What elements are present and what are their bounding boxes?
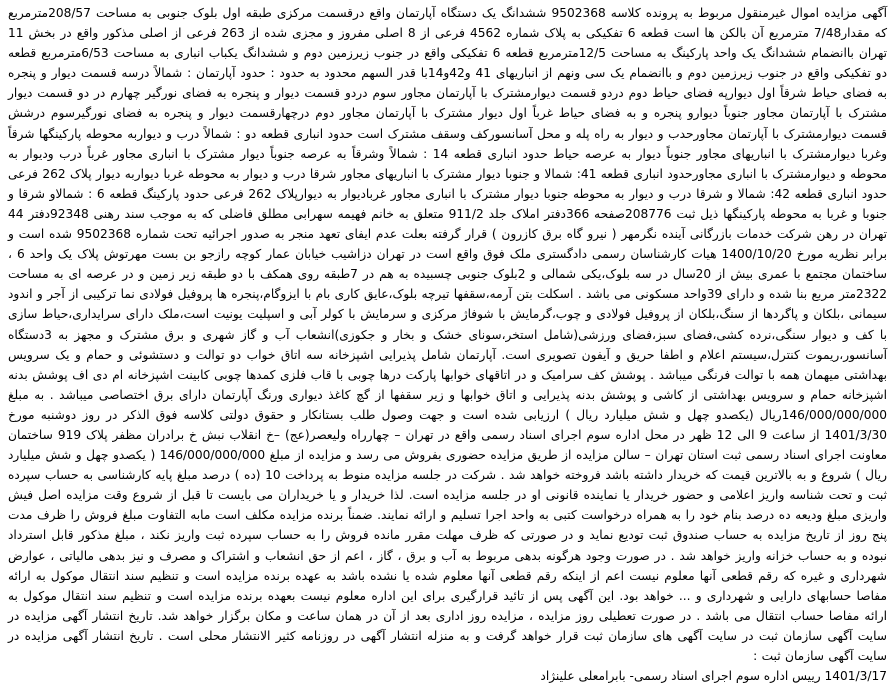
notice-signature-text: 1401/3/17 رییس اداره سوم اجرای اسناد رسمی- بابرامعلی علینژاد (540, 669, 887, 684)
auction-notice-body (8, 3, 887, 666)
notice-signature (8, 666, 887, 686)
auction-notice-body-text: آگهی مزایده اموال غیرمنقول مربوط به پرونده کلاسه 9502368 ششدانگ یک دستگاه آپارتمان واقع درقسمت مرکزی طبقه اول بلوک جنوبی به مساحت 208/57مترمربع که مقدار7/48 مترمربع آن بالکن ها است قطعه 6 تفکیکی به پلاک شماره 4562 فرعی از 8 اصلی مفروز و مجزی شده از 263 فرعی از اصلی مذکور واقع در بخش 11 تهران باانضمام ششدانگ یک واحد پارکینگ به مساحت 12/5مترمربع قطعه 6 تفکیکی واقع در جنوب زیرزمین دوم و ششدانگ یکباب انباری به مساحت 6/53مترمربع قطعه دو تفکیکی واقع در جنوب زیرزمین دوم و باانضمام یک سی ونهم از انباریهای 41 و42و14با قدر السهم محدود به حدود : حدود آپارتمان : شمالاً درسه قسمت دیوار و پنجره به فضای حیاط شرقاً اول دیوارپه فضای حیاط دوم دردو قسمت دیوارمشترک با آپارتمان مجاور سوم دردو قسمت دیوار و پنجره به فضای نورگیر چهارم در دو قسمت دیوار مشترک با آپارتمان مجاور جنوباً دیوارو پنجره و به فضای حیاط غرباً اول دیوار مشترک با آپارتمان مجاور دوم درچهارقسمت دیوار و پنجره به فضای نورگیرسوم درشش قسمت دیوارمشترک با آپارتمان مجاورحدب و دیوار به راه پله و محل آسانسورکف وسقف مشترک است حدود انباری قطعه دو : شمالاً درب و دیواربه محوطه پارکینگها شرقاً وغربا دیوارمشترک با انباریهای مجاور جنوباً دیوار به عرصه حیاط حدود انباری قطعه 14 : شمالاً وشرقاً به عرصه جنوباً دیوار مشترک با انباری مجاور غرباً درب ودیوار به محوطه و دیوارمشترک با انباری مجاورحدود انباری قطعه 41: شمالا و جنوبا دیوار مشترک با انباریهای مجاور شرقا درب و دیوار به محوطه غربا دیواربه دیوار پلاک 262 فرعی حدود انباری قطعه 42: شمالا و شرقا درب و دیوار به محوطه جنوبا دیوار مشترک با انباری مجاور غربادیوار به دیوارپلاک 262 فرعی حدود پارکینگ قطعه 6 : شمالاو شرقا و جنوبا و غربا به محوطه پارکینگها ذیل ثبت 208776صفحه 366دفتر املاک جلد 911/2 متعلق به خانم فهیمه سهرابی مطلق فاضلی که به موجب سند رهنی 92348دفتر 44 تهران در رهن شرکت خدمات بازرگانی آینده نگرمهر ( نیرو گاه برق کازرون ) قرار گرفته بعلت عدم ایفای تعهد منجر به صدور اجرائیه تحت شماره 9502368 شده است و برابر نظریه مورخ 1400/10/20 هیات کارشناسان رسمی دادگستری ملک فوق واقع است در تهران دزاشیب خیابان عمار کوچه رازجو بن بست مهرتوش پلاک یک واحد 6 ، ساختمان مجتمع با عمری بیش از 20سال در سه بلوک،یکی شمالی و 2بلوک جنوبی چسبیده به هم در 7طبقه روی همکف با دو طبقه زیر زمین و در عرصه ای به مساحت 2322متر مربع بنا شده و دارای 39واحد مسکونی می باشد . اسکلت بتن آرمه،سقفها تیرچه بلوک،عایق کاری بام با ایزوگام،پنجره ها پروفیل فولادی نما ترکیبی از آجر و اندود سیمانی ،بلکان و پاگردها از سنگ،بلکان از پروفیل فولادی و چوب،گرمایش با شوفاژ مرکزی و سرمایش با کولر آبی و اسپلیت یونیت است،ملک دارای سرایداری،حیاط سازی با کف و دیوار سنگی،نرده کشی،فضای سبز،فضای ورزشی(شامل استخر،سونای خشک و بخار و جکوزی)انشعاب آب و گاز شهری و برق مشترک و مجهز به 3دستگاه آسانسور،ریموت کنترل،سیستم اعلام و اطفا حریق و آیفون تصویری است. آپارتمان شامل پذیرایی اشپزخانه سه اتاق خواب دو توالت و دستشوئی و حمام و یک سرویس بهداشتی میهمان همه با توالت فرنگی میباشد . پوشش کف سرامیک و در اتاقهای خوابها پارکت درها چوبی با قاب فلزی کمدها چوبی کابینت اشپزخانه ام دی اف پوشش بدنه اشپزخانه حمام و سرویس بهداشتی از کاشی و پوشش بدنه پذیرایی و اتاق خوابها و زیر سقفها از گچ کاغذ دیواری ورنگ آپارتمان دارای برق اختصاصی میباشد . به مبلغ 146/000/000/000ریال (یکصدو چهل و شش میلیارد ریال ) ارزیابی شده است و جهت وصول طلب بستانکار و حقوق دولتی کلاسه فوق الذکر در روز دوشنبه مورخ 1401/3/30 از ساعت 9 الی 12 ظهر در محل اداره سوم اجرای اسناد رسمی واقع در تهران – چهارراه ولیعصر(عج) –خ انقلاب نبش خ برادران مظفر پلاک 919 ساختمان معاونت اجرای اسناد رسمی ثبت استان تهران – سالن مزایده از طریق مزایده حضوری بفروش می رسد و مزایده از مبلغ 146/000/000/000 ( یکصدو چهل و شش میلیارد ریال ) شروع و به بالاترین قیمت که خریدار داشته باشد فروخته خواهد شد . شرکت در جلسه مزایده منوط به پرداخت 10 (ده ) درصد مبلغ پایه کارشناسی به حساب سپرده ثبت و تحت شناسه واریز اعلامی و حضور خریدار یا نماینده قانونی او در جلسه مزایده است. لذا خریدار و یا خریداران می بایست تا قبل از شروع وقت مزایده اصل فیش واریزی مبلغ ودیعه ده درصد بنام خود را به همراه درخواست کتبی به واحد اجرا تسلیم و ارائه نمایند. ضمناً برنده مزایده مکلف است مابه التفاوت مبلغ فروش را ظرف مدت پنج روز از تاریخ مزایده به حساب صندوق ثبت تودیع نماید و در صورتی که ظرف مهلت مقرر مانده فروش را به حساب سپرده ثبت واریز نکند ، مبلغ مذکور قابل استرداد نبوده و به حساب خزانه واریز خواهد شد . در صورت وجود هرگونه بدهی مربوط به آب و برق ، گاز ، اعم از حق انشعاب و اشتراک و مصرف و نیز بدهی مالیاتی ، عوارض شهرداری و غیره که رقم قطعی آنها معلوم نیست اعم از اینکه رقم قطعی آنها معلوم شده یا نشده باشد به عهده برنده مزایده است و تنظیم سند انتقال موکول به ارائه مفاصا حسابهای دارایی و شهرداری و ... خواهد بود. این آگهی پس از تائید قرارگیری برای این اداره معلوم نیست بعهده برنده مزایده است و تنظیم سند انتقال موکول به ارائه مفاصا حساب انتقال می باشد . در صورت تعطیلی روز مزایده ، مزایده روز اداری بعد از آن در همان ساعت و مکان برگزار خواهد شد. تاریخ انتشار آگهی مزایده در سایت آگهی سازمان ثبت در سایت آگهی های سازمان ثبت قرار خواهد گرفت و به منزله انتشار آگهی در روزنامه کثیر الانتشار محلی است . تاریخ انتشار آگهی مزایده در سایت آگهی سازمان ثبت : (8, 6, 888, 663)
